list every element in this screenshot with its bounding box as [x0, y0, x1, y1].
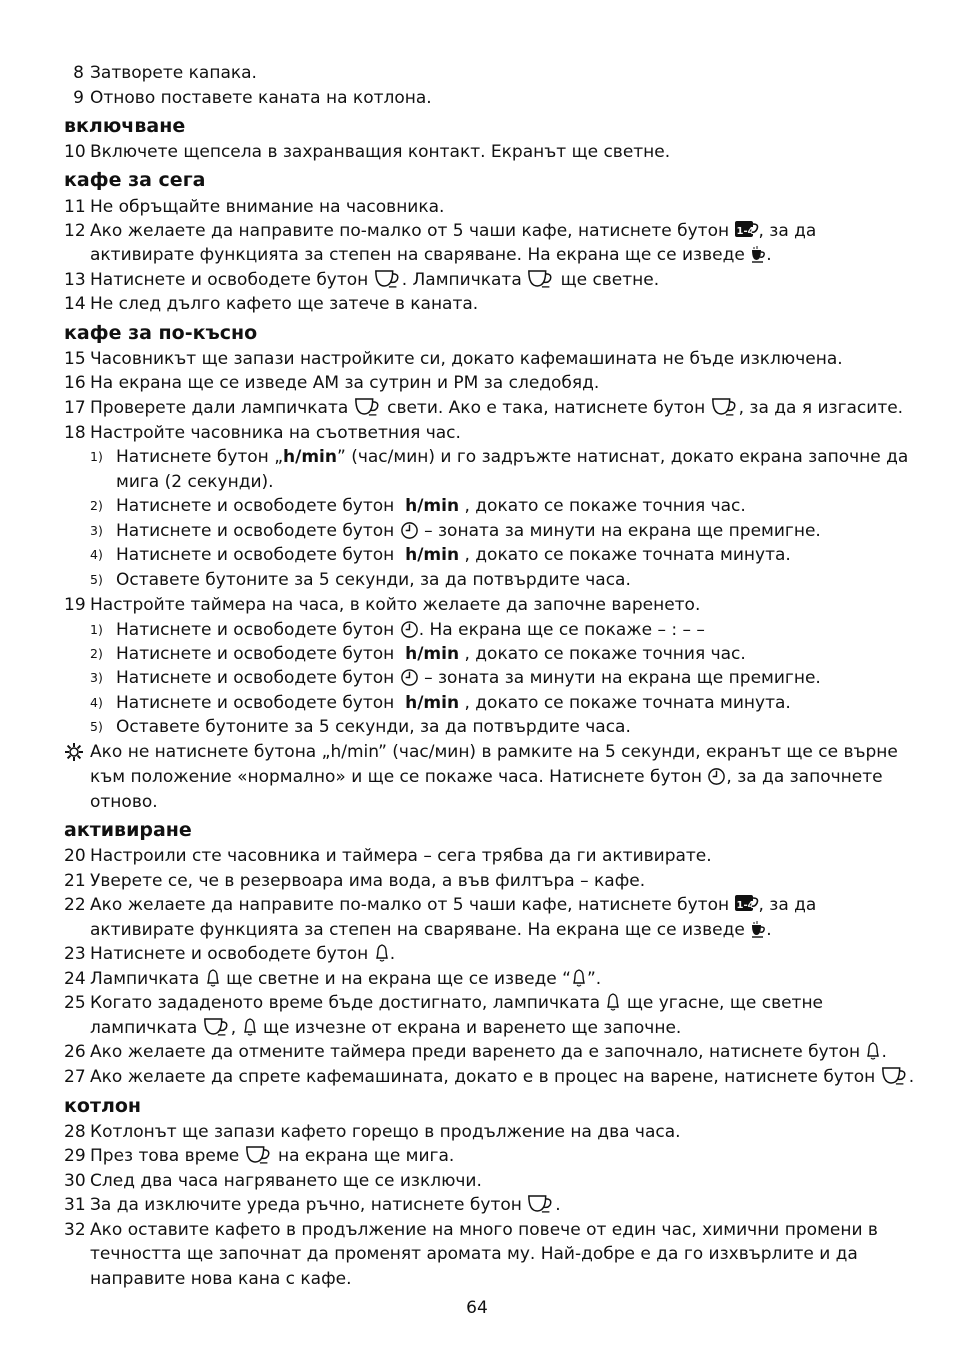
item-number: 27	[64, 1067, 86, 1087]
item-text: Ако оставите кафето в продължение на много повече от един час, химични промени в	[90, 1220, 878, 1240]
section-heading: котлон	[64, 1095, 142, 1117]
item-text: Настройте часовника на съответния час.	[90, 423, 461, 443]
item-text: Не след дълго кафето ще затече в каната.	[90, 294, 479, 314]
item-number: 30	[64, 1171, 86, 1191]
punctuation: .	[389, 944, 396, 964]
cup-icon	[527, 268, 555, 289]
item-text: . На екрана ще се покаже – : – –	[418, 620, 705, 640]
item-text: Натиснете и освободете бутон	[90, 270, 369, 290]
hmin-label: h/min	[283, 447, 337, 467]
item-number: 13	[64, 270, 86, 290]
item-number: 24	[64, 969, 86, 989]
punctuation: .	[766, 245, 772, 265]
item-number: 11	[64, 197, 86, 217]
item-text: Уверете се, че в резервоара има вода, а във филтъра – кафе.	[90, 871, 646, 891]
list-item-continuation	[90, 1016, 681, 1040]
page-number: 64	[466, 1298, 488, 1318]
item-text: След два часа нагряването ще се изключи.	[90, 1171, 482, 1191]
item-text: Не обръщайте внимание на часовника.	[90, 197, 445, 217]
item-number: 21	[64, 871, 86, 891]
item-text: Натиснете и освободете бутон	[116, 620, 395, 640]
item-text: Натиснете и освободете бутон	[90, 944, 369, 964]
item-text: – зоната за минути на екрана ще премигне.	[424, 521, 821, 541]
punctuation: .	[908, 1067, 915, 1087]
item-number: 31	[64, 1195, 86, 1215]
item-text: ще угасне, ще светне	[626, 993, 824, 1013]
item-number: 9	[73, 88, 84, 108]
bell-timer-icon	[571, 968, 587, 988]
cup-icon	[245, 1144, 273, 1165]
item-text: Натиснете и освободете бутон	[116, 496, 395, 516]
tip-note-continuation: отново.	[90, 792, 158, 812]
item-text: ”.	[586, 969, 602, 989]
item-text: на екрана ще мига.	[278, 1146, 455, 1166]
punctuation: .	[766, 920, 772, 940]
bell-timer-icon	[605, 992, 621, 1012]
item-text: Ако желаете да отмените таймера преди варенето да е започнало, натиснете бутон	[90, 1042, 861, 1062]
section-heading: активиране	[64, 819, 192, 841]
section-heading: включване	[64, 115, 186, 137]
item-text: Оставете бутоните за 5 секунди, за да потвърдите часа.	[116, 570, 631, 590]
item-text: активирате функцията за степен на сваряване. На екрана ще се изведе	[90, 920, 745, 940]
item-text: към положение «нормално» и ще се покаже часа. Натиснете бутон	[90, 767, 702, 787]
section-heading: кафе за по-късно	[64, 322, 258, 344]
item-number: 14	[64, 294, 86, 314]
item-number: 22	[64, 895, 86, 915]
hmin-label: h/min	[405, 644, 460, 664]
clock-icon	[707, 767, 726, 786]
cup-icon	[527, 1193, 555, 1214]
item-number: 32	[64, 1220, 86, 1240]
item-text: Настроили сте часовника и таймера – сега трябва да ги активирате.	[90, 846, 712, 866]
item-text: Когато зададеното време бъде достигнато, лампичката	[90, 993, 601, 1013]
item-text: . Лампичката	[401, 270, 522, 290]
sub-number: 2)	[90, 646, 103, 661]
sub-number: 1)	[90, 622, 103, 637]
sub-number: 5)	[90, 572, 103, 587]
aroma-1-4-cups-icon	[735, 894, 759, 914]
hmin-label: h/min	[405, 693, 460, 713]
item-number: 25	[64, 993, 86, 1013]
item-text: През това време	[90, 1146, 240, 1166]
item-number: 26	[64, 1042, 86, 1062]
sub-number: 3)	[90, 670, 103, 685]
item-text: Натиснете и освободете бутон	[116, 521, 395, 541]
item-text: Ако желаете да направите по-малко от 5 чаши кафе, натиснете бутон	[90, 895, 730, 915]
item-text: Проверете дали лампичката	[90, 398, 349, 418]
item-text: Натиснете и освободете бутон	[116, 668, 395, 688]
item-number: 17	[64, 398, 86, 418]
item-text: Котлонът ще запази кафето горещо в продължение на два часа.	[90, 1122, 681, 1142]
clock-icon	[400, 521, 419, 540]
cup-icon	[354, 396, 382, 417]
cup-icon	[374, 268, 402, 289]
item-number: 16	[64, 373, 86, 393]
punctuation: .	[881, 1042, 887, 1062]
tip-sun-icon	[64, 742, 84, 762]
item-number: 20	[64, 846, 86, 866]
aroma-1-4-cups-icon	[735, 220, 759, 240]
sub-number: 3)	[90, 523, 103, 538]
item-number: 29	[64, 1146, 86, 1166]
item-number: 23	[64, 944, 86, 964]
item-text: Лампичката	[90, 969, 200, 989]
item-number: 12	[64, 221, 86, 241]
item-text: , за да	[758, 895, 817, 915]
item-text: Оставете бутоните за 5 секунди, за да потвърдите часа.	[116, 717, 631, 737]
sub-number: 4)	[90, 547, 103, 562]
bell-timer-icon	[865, 1041, 881, 1061]
item-number: 15	[64, 349, 86, 369]
item-text: Натиснете бутон „	[116, 447, 284, 467]
item-text: Часовникът ще запази настройките си, докато кафемашината не бъде изключена.	[90, 349, 843, 369]
item-number: 28	[64, 1122, 86, 1142]
item-text: Натиснете и освободете бутон	[116, 545, 395, 565]
tip-note-continuation	[90, 765, 883, 789]
bell-timer-icon	[242, 1017, 258, 1037]
item-text: , за да я изгасите.	[738, 398, 904, 418]
aroma-display-icon	[750, 921, 766, 939]
hmin-label: h/min	[405, 545, 460, 565]
bell-timer-icon	[374, 943, 390, 963]
list-item-continuation: течността ще започнат да променят аромата му. Най-добре е да го изхвърлите и да	[90, 1244, 858, 1264]
item-text: Ако желаете да спрете кафемашината, докато е в процес на варене, натиснете бутон	[90, 1067, 876, 1087]
punctuation: .	[555, 1195, 561, 1215]
item-text: , докато се покаже точния час.	[464, 644, 746, 664]
sub-number: 2)	[90, 498, 103, 513]
item-text: , за да	[758, 221, 817, 241]
aroma-display-icon	[750, 246, 766, 264]
item-text: Включете щепсела в захранващия контакт. Екранът ще светне.	[90, 142, 671, 162]
item-text: Натиснете и освободете бутон	[116, 693, 395, 713]
item-text: , за да започнете	[726, 767, 883, 787]
item-text: Натиснете и освободете бутон	[116, 644, 395, 664]
item-text: ” (час/мин) и го задръжте натиснат, докато екрана започне да	[336, 447, 909, 467]
item-text: , докато се покаже точната минута.	[464, 545, 791, 565]
sub-number: 1)	[90, 449, 103, 464]
item-text: ще изчезне от екрана и варенето ще започне.	[262, 1018, 682, 1038]
hmin-label: h/min	[405, 496, 460, 516]
clock-icon	[400, 668, 419, 687]
item-text: активирате функцията за степен на сваряване. На екрана ще се изведе	[90, 245, 745, 265]
list-item-continuation: направите нова кана с кафе.	[90, 1269, 352, 1289]
cup-icon	[203, 1016, 231, 1037]
bell-timer-icon	[205, 968, 221, 988]
item-text: лампичката	[90, 1018, 198, 1038]
item-number: 18	[64, 423, 86, 443]
item-text: – зоната за минути на екрана ще премигне.	[424, 668, 821, 688]
item-text: Затворете капака.	[90, 63, 257, 83]
item-text: свети. Ако е така, натиснете бутон	[387, 398, 706, 418]
cup-icon	[881, 1065, 909, 1086]
list-item-continuation	[90, 243, 772, 267]
item-text: Настройте таймера на часа, в който желаете да започне варенето.	[90, 595, 701, 615]
sub-number: 4)	[90, 695, 103, 710]
clock-icon	[400, 620, 419, 639]
item-number: 19	[64, 595, 86, 615]
list-item-continuation	[90, 918, 772, 942]
sub-item-continuation: мига (2 секунди).	[116, 472, 274, 492]
item-text: За да изключите уреда ръчно, натиснете бутон	[90, 1195, 522, 1215]
item-number: 8	[73, 63, 84, 83]
item-number: 10	[64, 142, 86, 162]
item-text: Отново поставете каната на котлона.	[90, 88, 432, 108]
item-text: ще светне и на екрана ще се изведе “	[226, 969, 571, 989]
sub-number: 5)	[90, 719, 103, 734]
item-text: Ако желаете да направите по-малко от 5 чаши кафе, натиснете бутон	[90, 221, 730, 241]
punctuation: ,	[230, 1018, 237, 1038]
item-text: , докато се покаже точната минута.	[464, 693, 791, 713]
item-text: Ако не натиснете бутона „h/min” (час/мин) в рамките на 5 секунди, екранът ще се върне	[90, 742, 898, 762]
cup-icon	[711, 396, 739, 417]
item-text: , докато се покаже точния час.	[464, 496, 746, 516]
item-text: ще светне.	[560, 270, 660, 290]
item-text: На екрана ще се изведе AM за сутрин и PM за следобяд.	[90, 373, 600, 393]
section-heading: кафе за сега	[64, 169, 206, 191]
